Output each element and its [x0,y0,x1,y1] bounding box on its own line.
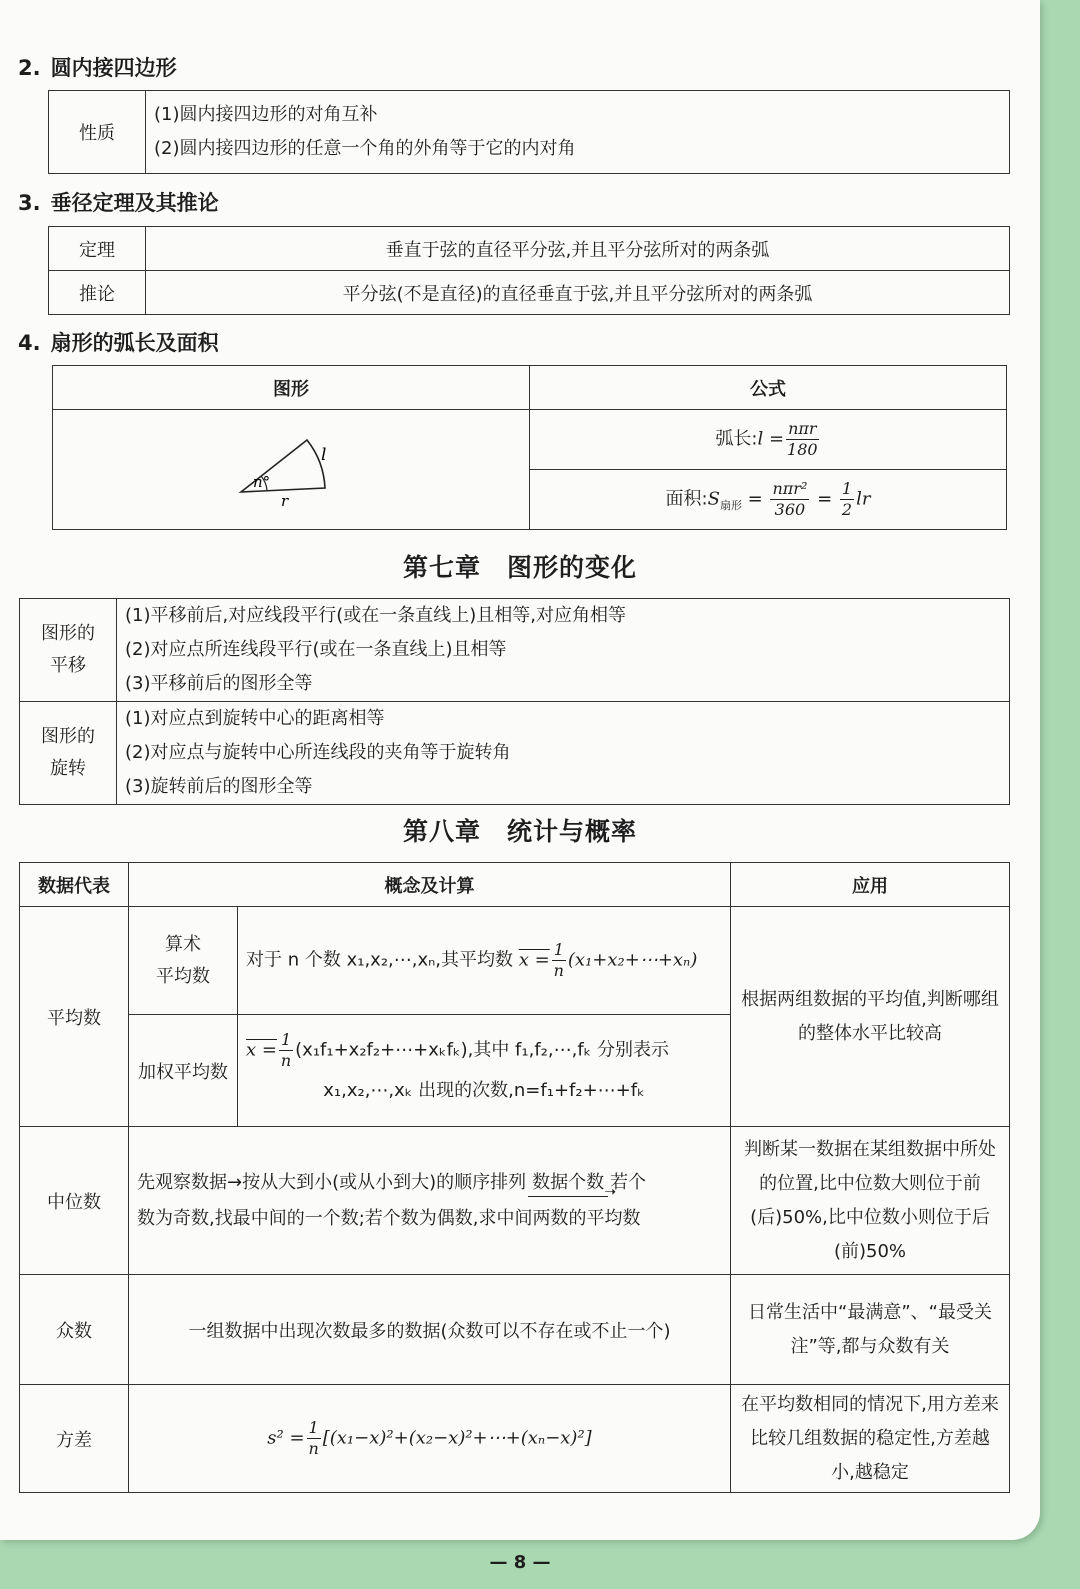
denominator: n [308,1439,319,1458]
row-label: 方差 [20,1385,129,1493]
weighted-mean-definition [238,1015,731,1127]
formula-tail: [(x₁−x)²+(x₂−x)²+⋯+(xₙ−x)²] [322,1427,592,1449]
arrow-label: 数据个数 [532,1171,605,1193]
arrow-annotation [528,1170,617,1200]
sector-figure-cell [53,410,530,530]
col-header: 概念及计算 [129,863,731,907]
definition-line [137,1165,722,1201]
label-line: 图形的 [41,726,95,747]
label-line: 图形的 [41,623,95,644]
chapter-8-title: 第八章 统计与概率 [402,817,637,846]
row-label: 性质 [49,91,146,174]
perpendicular-diameter-table [48,226,1010,315]
label-line: 平移 [50,655,86,676]
section-2-heading [18,52,177,82]
property-item: (3)旋转前后的图形全等 [125,776,313,797]
arc-label: l [321,445,327,465]
fraction [279,1030,293,1071]
denominator: n [553,961,564,980]
cyclic-quad-table [48,90,1010,174]
definition-line: x₁,x₂,⋯,xₖ 出现的次数,n=f₁+f₂+⋯+fₖ [323,1080,645,1101]
numerator: 1 [841,479,853,498]
row-content: 垂直于弦的直径平分弦,并且平分弦所对的两条弧 [146,227,1010,271]
numerator: 1 [308,1418,319,1437]
median-application: 判断某一数据在某组数据中所处的位置,比中位数大则位于前(后)50%,比中位数小则位于后(前)50% [731,1127,1010,1275]
row-label: 推论 [49,271,146,315]
subscript: 扇形 [719,499,742,513]
formula-lhs: x = [518,949,550,971]
section-title: 垂径定理及其推论 [50,191,219,215]
median-definition [129,1127,731,1275]
variance-formula [129,1385,731,1493]
sub-label [129,907,238,1015]
definition-text: (x₁f₁+x₂f₂+⋯+xₖfₖ),其中 f₁,f₂,⋯,fₖ 分别表示 [295,1039,670,1061]
formula-lhs: l = [757,428,785,450]
numerator: nπr² [772,479,808,498]
section-title: 圆内接四边形 [50,56,177,80]
property-item: (1)平移前后,对应线段平行(或在一条直线上)且相等,对应角相等 [125,605,626,626]
arithmetic-mean-definition [238,907,731,1015]
sector-diagram [221,422,361,512]
row-label: 众数 [20,1275,129,1385]
fraction [840,479,854,520]
radius-label: r [281,492,289,510]
col-header: 数据代表 [20,863,129,907]
definition-line: 数为奇数,找最中间的一个数;若个数为偶数,求中间两数的平均数 [137,1207,641,1229]
row-label: 定理 [49,227,146,271]
denominator: 2 [841,500,853,519]
formula-label: 面积: [665,488,708,510]
fraction [770,479,809,520]
definition-text: 先观察数据→按从大到小(或从小到大)的顺序排列 [137,1171,527,1193]
denominator: 180 [787,440,818,459]
formula-symbol: S [707,488,720,510]
row-content [146,91,1010,174]
formula-label: 弧长: [715,428,758,450]
definition-line [246,1030,722,1071]
col-header: 应用 [731,863,1010,907]
property-item: (1)对应点到旋转中心的距离相等 [125,708,385,729]
sector-table [52,365,1007,530]
row-label [20,702,117,805]
definition-text: 若个 [610,1171,647,1193]
fraction [786,419,818,460]
numerator: 1 [280,1030,292,1049]
section-3-heading [18,187,219,217]
property-item: (1)圆内接四边形的对角互补 [154,104,378,125]
chapter-7-title: 第七章 图形的变化 [402,553,637,582]
col-header-formula: 公式 [530,366,1007,410]
section-number: 2. [18,56,41,80]
row-content [117,702,1010,805]
row-content [117,599,1010,702]
fraction [552,940,566,981]
row-label: 中位数 [20,1127,129,1275]
label-line: 平均数 [156,965,210,987]
formula-tail: lr [856,488,871,510]
transformation-table [19,598,1010,805]
section-number: 3. [18,191,41,215]
row-label [20,599,117,702]
formula-lhs: s² = [267,1427,305,1449]
sub-label: 加权平均数 [129,1015,238,1127]
sector-area-formula: 面积$:S_{扇形}$ = $\frac{\text{nπr²}}{360}$ = $\frac{1}{2}$ lr [530,470,1007,530]
formula-tail: (x₁+x₂+⋯+xₙ) [567,949,698,971]
formula-lhs: x = [246,1039,277,1061]
mode-application: 日常生活中“最满意”、“最受关注”等,都与众数有关 [731,1275,1010,1385]
label-line: 算术 [165,933,201,955]
page-number: — 8 — [489,1552,551,1573]
property-item: (2)对应点与旋转中心所连线段的夹角等于旋转角 [125,742,511,763]
label-line: 旋转 [50,758,86,779]
definition-text: 对于 n 个数 x₁,x₂,⋯,xₙ,其平均数 [246,949,519,971]
property-item: (3)平移前后的图形全等 [125,673,313,694]
property-item: (2)圆内接四边形的任意一个角的外角等于它的内对角 [154,138,576,159]
section-number: 4. [18,331,41,355]
numerator: 1 [553,940,564,959]
section-title: 扇形的弧长及面积 [50,331,219,355]
arc-length-formula [530,410,1007,470]
statistics-table [19,862,1010,1493]
row-label: 平均数 [20,907,129,1127]
section-4-heading [18,327,219,357]
numerator: nπr [788,419,817,438]
mode-definition: 一组数据中出现次数最多的数据(众数可以不存在或不止一个) [129,1275,731,1385]
col-header-figure: 图形 [53,366,530,410]
angle-label: n° [253,473,271,491]
fraction [307,1418,321,1459]
mean-application: 根据两组数据的平均值,判断哪组的整体水平比较高 [731,907,1010,1127]
denominator: 360 [774,500,806,519]
row-content: 平分弦(不是直径)的直径垂直于弦,并且平分弦所对的两条弧 [146,271,1010,315]
denominator: n [280,1051,292,1070]
variance-application: 在平均数相同的情况下,用方差来比较几组数据的稳定性,方差越小,越稳定 [731,1385,1010,1493]
arrow-head-icon: ➝ [604,1183,617,1200]
property-item: (2)对应点所连线段平行(或在一条直线上)且相等 [125,639,507,660]
